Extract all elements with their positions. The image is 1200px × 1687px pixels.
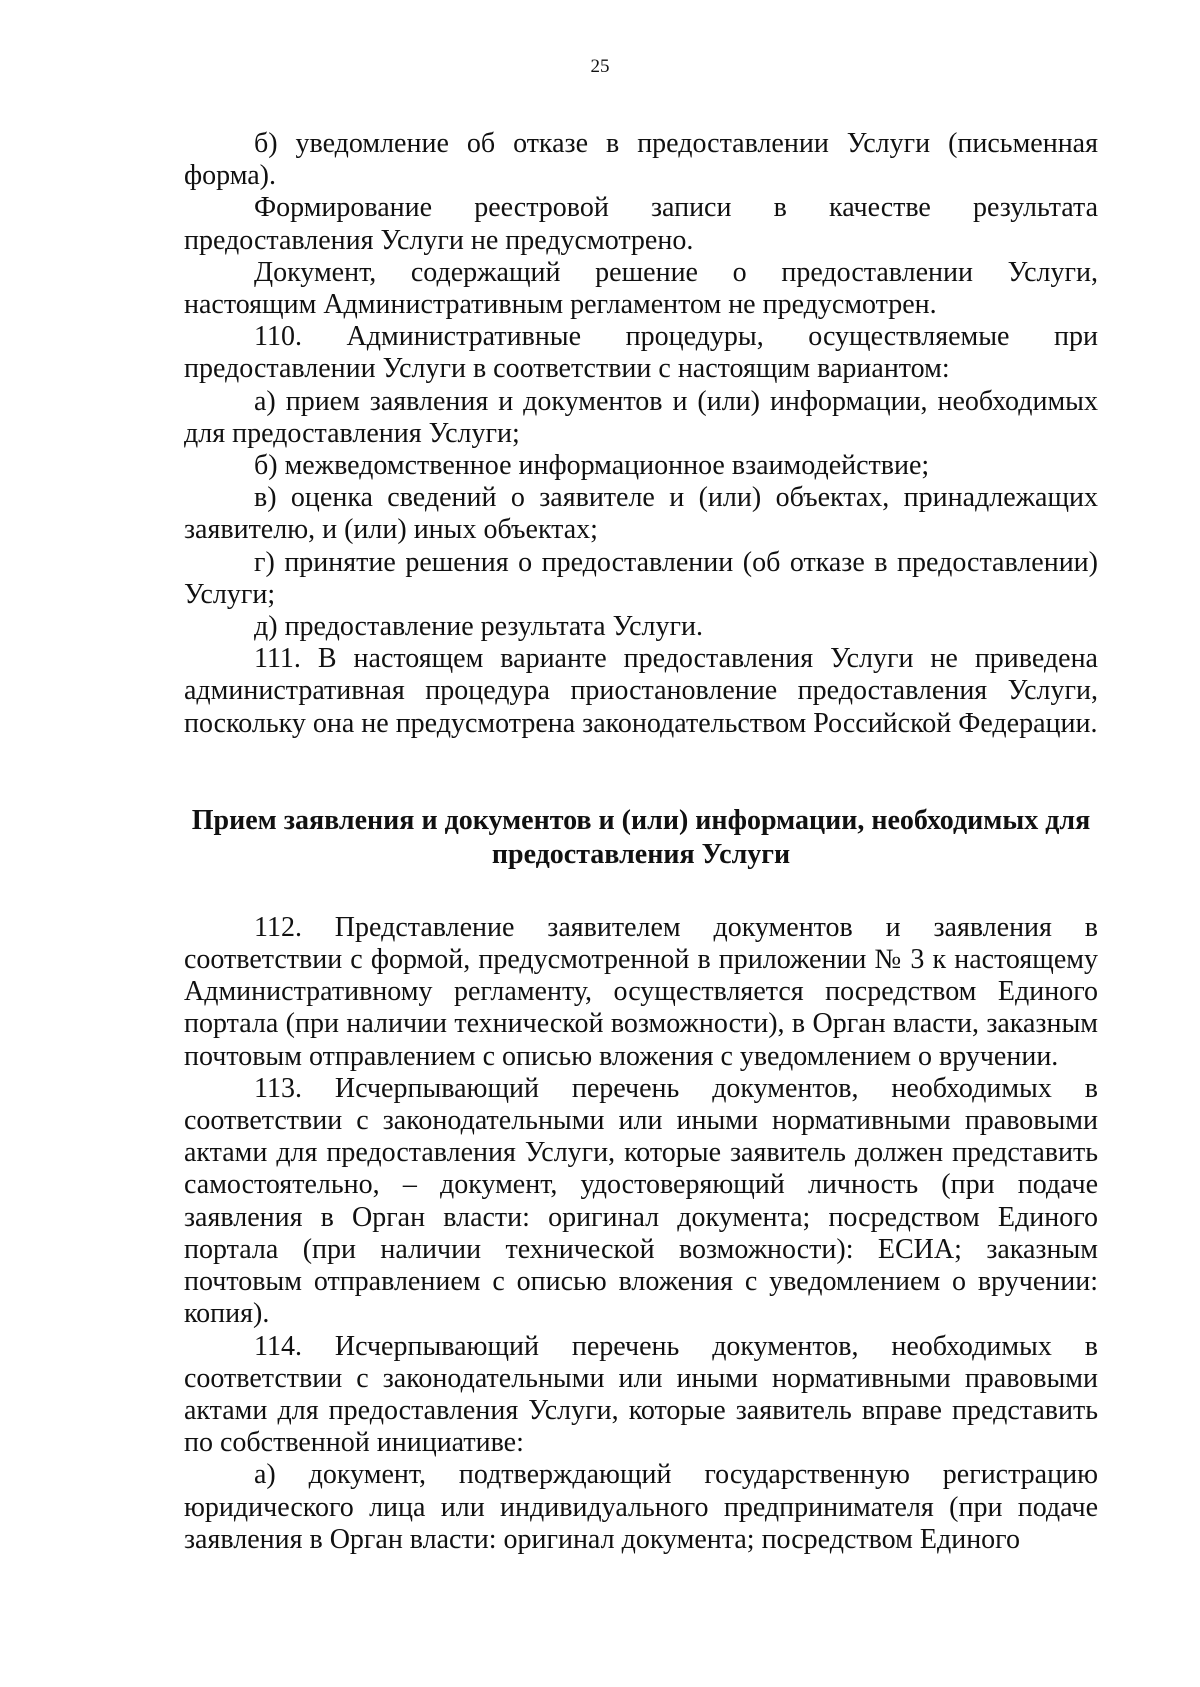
paragraph: 114. Исчерпывающий перечень документов, необходимых в соответствии с законодательными или иными нормативными правовыми актами для предоставления Услуги, которые заявитель вправе представить по собственной инициативе: — [184, 1330, 1098, 1459]
paragraph: Формирование реестровой записи в качестве результата предоставления Услуги не предусмотрено. — [184, 192, 1098, 256]
paragraph: 111. В настоящем варианте предоставления Услуги не приведена административная процедура приостановление предоставления Услуги, поскольку она не предусмотрена законодательством Российской Федерации. — [184, 643, 1098, 739]
paragraph: а) документ, подтверждающий государственную регистрацию юридического лица или индивидуального предпринимателя (при подаче заявления в Орган власти: оригинал документа; посредством Единого — [184, 1459, 1098, 1555]
paragraph: б) уведомление об отказе в предоставлении Услуги (письменная форма). — [184, 128, 1098, 192]
paragraph: в) оценка сведений о заявителе и (или) объектах, принадлежащих заявителю, и (или) иных объектах; — [184, 482, 1098, 546]
paragraph: д) предоставление результата Услуги. — [254, 611, 703, 643]
section-heading: Прием заявления и документов и (или) информации, необходимых для предоставления Услуги — [191, 804, 1091, 870]
paragraph: 113. Исчерпывающий перечень документов, необходимых в соответствии с законодательными или иными нормативными правовыми актами для предоставления Услуги, которые заявитель должен представить самостоятельно, – документ, удостоверяющий личность (при подаче заявления в Орган власти: оригинал документа; посредством Единого портала (при наличии технической возможности): ЕСИА; заказным почтовым отправлением с описью вложения с уведомлением о вручении: копия). — [184, 1072, 1098, 1330]
document-body — [184, 128, 1098, 1556]
paragraph: Документ, содержащий решение о предоставлении Услуги, настоящим Административным регламентом не предусмотрен. — [184, 256, 1098, 321]
paragraph: 112. Представление заявителем документов и заявления в соответствии с формой, предусмотренной в приложении № 3 к настоящему Административному регламенту, осуществляется посредством Единого портала (при наличии технической возможности), в Орган власти, заказным почтовым отправлением с описью вложения с уведомлением о вручении. — [184, 911, 1098, 1072]
paragraph: б) межведомственное информационное взаимодействие; — [254, 450, 930, 482]
page-number: 25 — [590, 56, 610, 77]
paragraph: а) прием заявления и документов и (или) информации, необходимых для предоставления Услуги; — [184, 385, 1098, 449]
paragraph: г) принятие решения о предоставлении (об отказе в предоставлении) Услуги; — [184, 546, 1098, 610]
paragraph: 110. Административные процедуры, осуществляемые при предоставлении Услуги в соответствии с настоящим вариантом: — [184, 321, 1098, 385]
